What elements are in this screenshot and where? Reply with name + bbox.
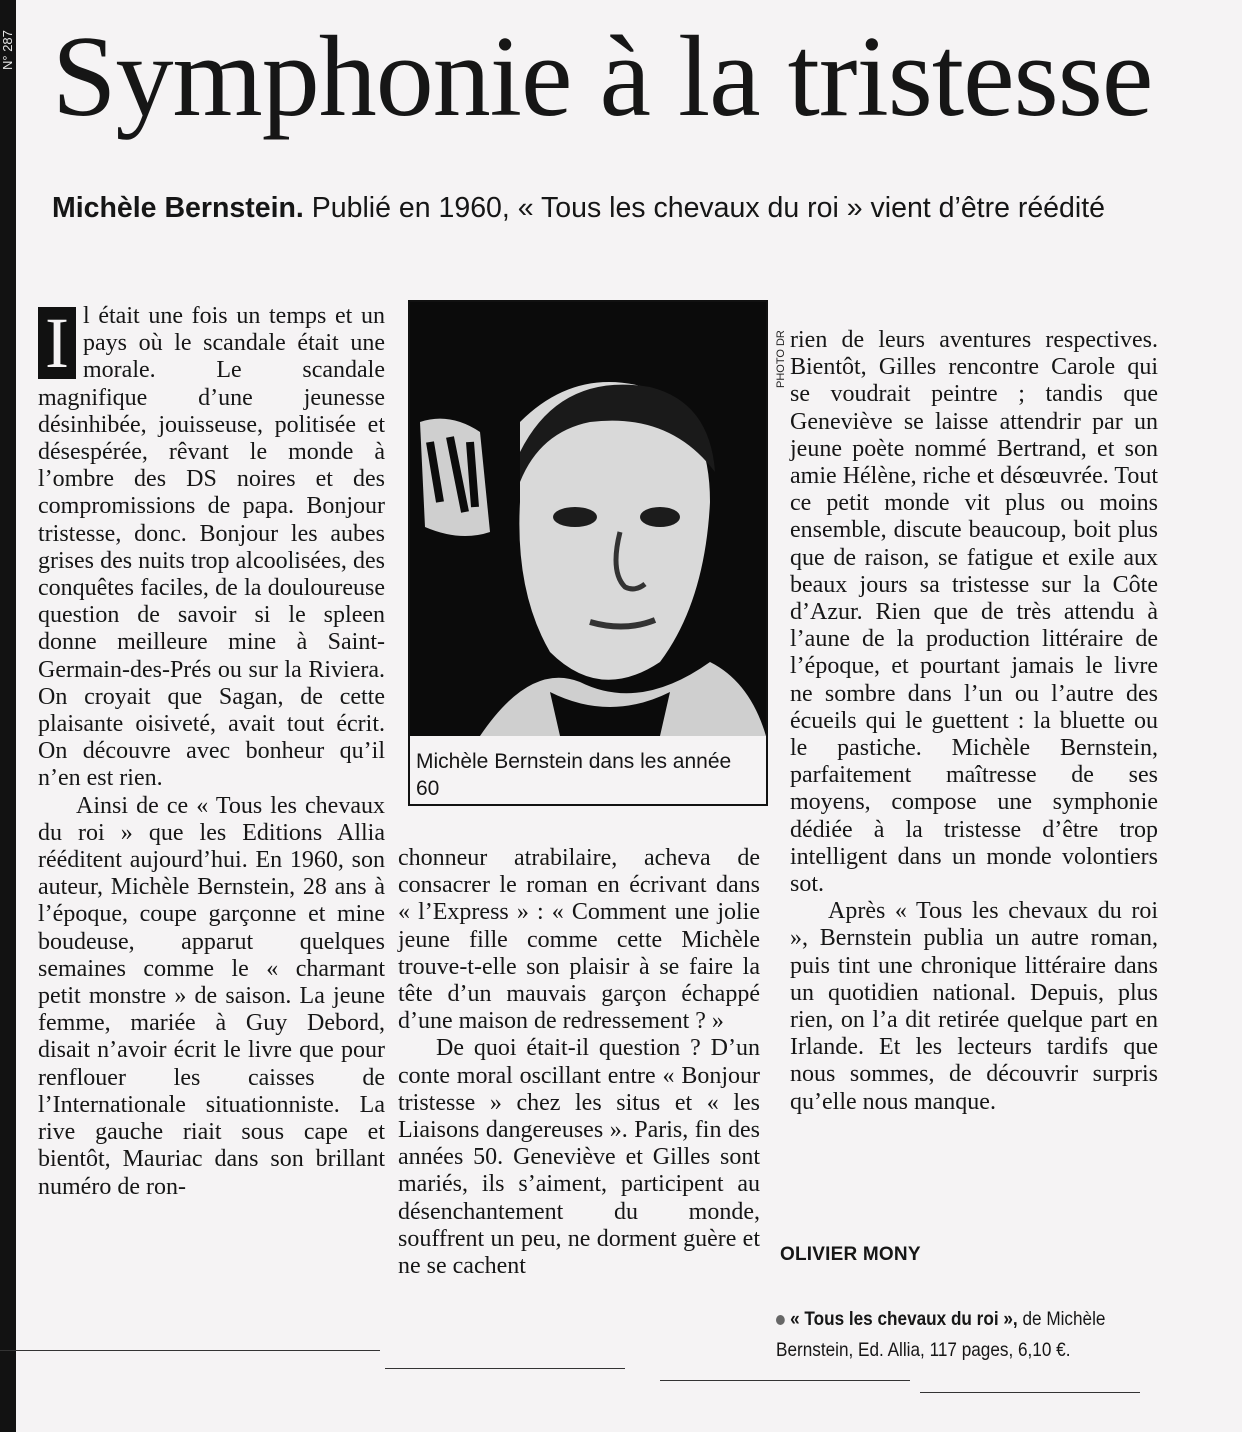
paragraph: De quoi était-il question ? D’un conte moral oscillant entre « Bonjour tristesse » chez les situs et « les Liaisons dangereuses ». Paris, fin des années 50. Geneviève et Gilles sont mariés, ils s’aiment, participent au désenchantement du monde, souffrent un peu, ne dorment guère et ne se cachent [398, 1035, 760, 1280]
paragraph: Après « Tous les chevaux du roi », Bernstein publia un autre roman, puis tint une chronique littéraire dans un quotidien national. Depuis, plus rien, on l’a dit retirée quelque part en Irlande. Et les lecteurs tardifs que nous sommes, de découvrir surpris qu’elle nous manque. [790, 898, 1158, 1115]
divider [920, 1392, 1140, 1393]
paragraph: Ainsi de ce « Tous les chevaux du roi » que les Editions Allia rééditent aujourd’hui. En 1960, son auteur, Michèle Bernstein, 28 ans à l’époque, coupe garçonne et mine boudeuse, apparut quelques semaines comme le « charmant petit monstre » de saison. La jeune femme, mariée à Guy Debord, disait n’avoir écrit le livre que pour renflouer les caisses de l’Internationale situationniste. La rive gauche riait sous cape et bientôt, Mauriac dans son brillant numéro de ron- [38, 792, 385, 1200]
book-details: de Michèle Bernstein, Ed. Allia, 117 pages, 6,10 €. [776, 1308, 1106, 1361]
photo-caption: Michèle Bernstein dans les année 60 [416, 750, 732, 800]
article-column-3 [790, 327, 1158, 1116]
book-reference [776, 1304, 1154, 1366]
divider [385, 1368, 625, 1369]
divider [660, 1380, 910, 1381]
portrait-illustration [410, 302, 766, 736]
page-edge-bar [0, 0, 16, 1432]
drop-cap: I [38, 307, 76, 379]
divider [0, 1350, 380, 1351]
paragraph: rien de leurs aventures respectives. Bientôt, Gilles rencontre Carole qui se voudrait peintre ; tandis que Geneviève se laisse attendrir par un jeune poète nommé Bertrand, et son amie Hélène, riche et désœuvrée. Tout ce petit monde vit plus ou moins ensemble, discute beaucoup, boit plus que de raison, se fatigue et exile aux beaux jours sa tristesse sur la Côte d’Azur. Rien que de très attendu à l’aune de la production littéraire de l’époque, et pourtant jamais le livre ne sombre dans l’un ou l’autre des écueils qui le guettent : la bluette ou le pastiche. Michèle Bernstein, parfaitement maîtresse de ses moyens, compose une symphonie dédiée à la tristesse d’être trop intelligent dans un monde volontiers sot. [790, 327, 1158, 898]
deck-name: Michèle Bernstein. [52, 192, 304, 224]
bullet-icon [776, 1315, 785, 1325]
author-photo [408, 300, 768, 806]
headline: Symphonie à la tristesse [52, 13, 1153, 141]
paragraph: I l était une fois un temps et un pays où le scandale était une morale. Le scandale magnifique d’une jeunesse désinhibée, jouisseuse, politisée et désespérée, rêvant le monde à l’ombre des DS noires et des compromissions de papa. Bonjour tristesse, donc. Bonjour les aubes grises des nuits trop alcoolisées, des conquêtes faciles, de la douloureuse question de savoir si le spleen donne meilleure mine à Saint-Germain-des-Prés ou sur la Riviera. On croyait que Sagan, de cette plaisante oisiveté, avait tout écrit. On découvre avec bonheur qu’il n’en est rien. [38, 303, 385, 792]
paragraph: chonneur atrabilaire, acheva de consacrer le roman en écrivant dans « l’Express » : « Comment une jolie jeune fille comme cette Michèle trouve-t-elle son plaisir à se faire la tête d’un mauvais garçon échappé d’une maison de redressement ? » [398, 845, 760, 1035]
deck-text: Publié en 1960, « Tous les chevaux du roi » vient d’être réédité [303, 192, 1105, 224]
article-column-2 [398, 845, 760, 1280]
issue-number: N° 287 [0, 30, 15, 70]
article-column-1 [38, 303, 385, 1201]
author-signature: OLIVIER MONY [780, 1244, 921, 1265]
book-title: « Tous les chevaux du roi », [790, 1308, 1018, 1330]
deck [52, 188, 1192, 228]
portrait-image [410, 302, 766, 736]
photo-credit: PHOTO DR [775, 330, 787, 388]
